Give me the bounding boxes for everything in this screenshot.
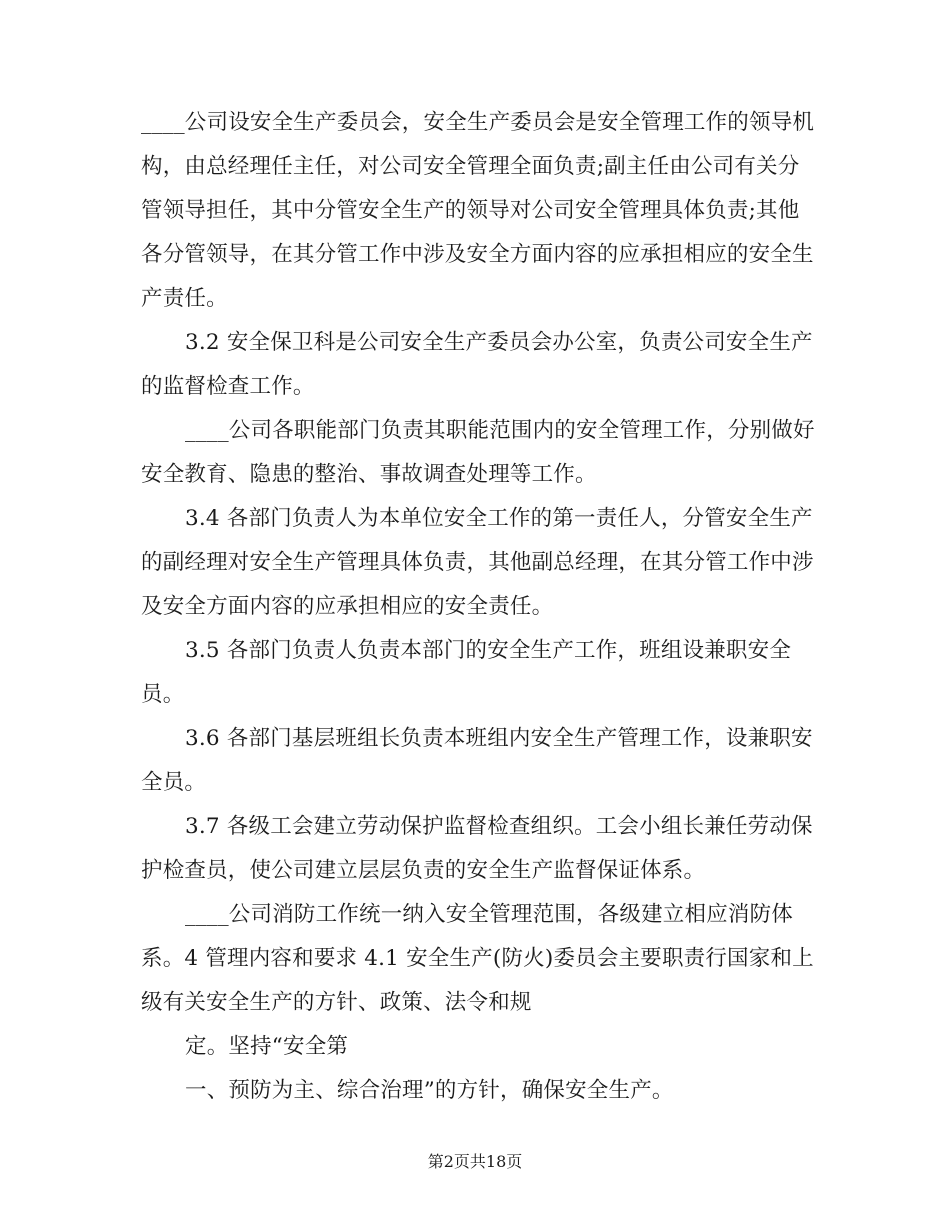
paragraph-3-7: 3.7 各级工会建立劳动保护监督检查组织。工会小组长兼任劳动保护检查员，使公司建立层层负责的安全生产监督保证体系。 — [141, 814, 813, 883]
paragraph-3-2: 3.2 安全保卫科是公司安全生产委员会办公室，负责公司安全生产的监督检查工作。 — [141, 330, 813, 399]
paragraph-3-6: 3.6 各部门基层班组长负责本班组内安全生产管理工作，设兼职安全员。 — [141, 726, 813, 795]
paragraph-safety-first: 定。坚持“安全第 — [185, 1034, 349, 1059]
paragraph-prevention: 一、预防为主、综合治理”的方针，确保安全生产。 — [185, 1078, 674, 1103]
paragraph-fire-safety: ____公司消防工作统一纳入安全管理范围，各级建立相应消防体系。4 管理内容和要求 4.1 安全生产(防火)委员会主要职责行国家和上级有关安全生产的方针、政策、法令和规 — [141, 902, 814, 1015]
paragraph-3-5: 3.5 各部门负责人负责本部门的安全生产工作，班组设兼职安全员。 — [141, 638, 792, 707]
paragraph-departments: ____公司各职能部门负责其职能范围内的安全管理工作，分别做好安全教育、隐患的整治、事故调查处理等工作。 — [141, 418, 815, 487]
paragraph-3-4: 3.4 各部门负责人为本单位安全工作的第一责任人，分管安全生产的副经理对安全生产管理具体负责，其他副总经理，在其分管工作中涉及安全方面内容的应承担相应的安全责任。 — [141, 506, 814, 619]
paragraph-committee: ____公司设安全生产委员会，安全生产委员会是安全管理工作的领导机构，由总经理任主任，对公司安全管理全面负责;副主任由公司有关分管领导担任，其中分管安全生产的领导对公司安全管理具体负责;其他各分管领导，在其分管工作中涉及安全方面内容的应承担相应的安全生产责任。 — [141, 110, 815, 311]
document-body — [141, 101, 821, 1113]
page-number: 第2页共18页 — [427, 1152, 523, 1171]
